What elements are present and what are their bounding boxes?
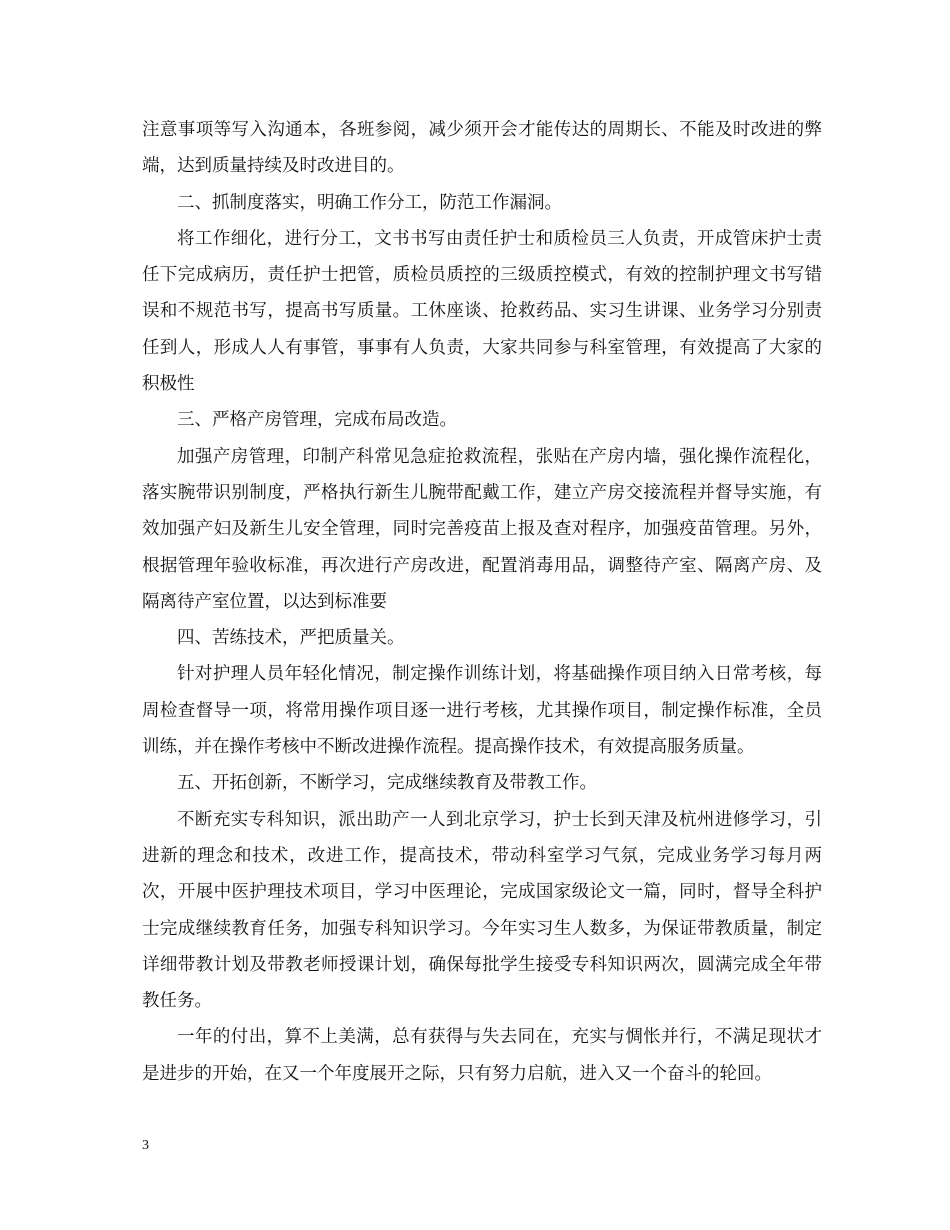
section-heading-3: 三、严格产房管理，完成布局改造。 [177, 410, 457, 431]
paragraph-continued: 注意事项等写入沟通本，各班参阅，减少须开会才能传达的周期长、不能及时改进的弊端，达到质量持续及时改进目的。 [142, 120, 822, 177]
document-body [142, 112, 822, 1092]
page-number: 3 [142, 1138, 149, 1153]
section-heading-2: 二、抓制度落实，明确工作分工，防范工作漏洞。 [177, 192, 562, 213]
paragraph-delivery-room: 加强产房管理，印制产科常见急症抢救流程，张贴在产房内墙，强化操作流程化，落实腕带识别制度，严格执行新生儿腕带配戴工作，建立产房交接流程并督导实施，有效加强产妇及新生儿安全管理，同时完善疫苗上报及查对程序，加强疫苗管理。另外，根据管理年验收标准，再次进行产房改进，配置消毒用品，调整待产室、隔离产房、及隔离待产室位置，以达到标准要 [142, 446, 822, 612]
paragraph-skill-training: 针对护理人员年轻化情况，制定操作训练计划，将基础操作项目纳入日常考核，每周检查督导一项，将常用操作项目逐一进行考核，尤其操作项目，制定操作标准，全员训练，并在操作考核中不断改进操作流程。提高操作技术，有效提高服务质量。 [142, 664, 822, 758]
paragraph-division-of-work: 将工作细化，进行分工，文书书写由责任护士和质检员三人负责，开成管床护士责任下完成病历，责任护士把管，质检员质控的三级质控模式，有效的控制护理文书写错误和不规范书写，提高书写质量。工休座谈、抢救药品、实习生讲课、业务学习分别责任到人，形成人人有事管，事事有人负责，大家共同参与科室管理，有效提高了大家的积极性 [142, 228, 822, 395]
section-heading-5: 五、开拓创新，不断学习，完成继续教育及带教工作。 [177, 773, 597, 794]
paragraph-continuing-education: 不断充实专科知识，派出助产一人到北京学习，护士长到天津及杭州进修学习，引进新的理念和技术，改进工作，提高技术，带动科室学习气氛，完成业务学习每月两次，开展中医护理技术项目，学习中医理论，完成国家级论文一篇，同时，督导全科护士完成继续教育任务，加强专科知识学习。今年实习生人数多，为保证带教质量，制定详细带教计划及带教老师授课计划，确保每批学生接受专科知识两次，圆满完成全年带教任务。 [142, 809, 822, 1012]
section-heading-4: 四、苦练技术，严把质量关。 [177, 628, 405, 649]
paragraph-conclusion: 一年的付出，算不上美满，总有获得与失去同在，充实与惆怅并行，不满足现状才是进步的开始，在又一个年度展开之际，只有努力启航，进入又一个奋斗的轮回。 [142, 1027, 822, 1084]
